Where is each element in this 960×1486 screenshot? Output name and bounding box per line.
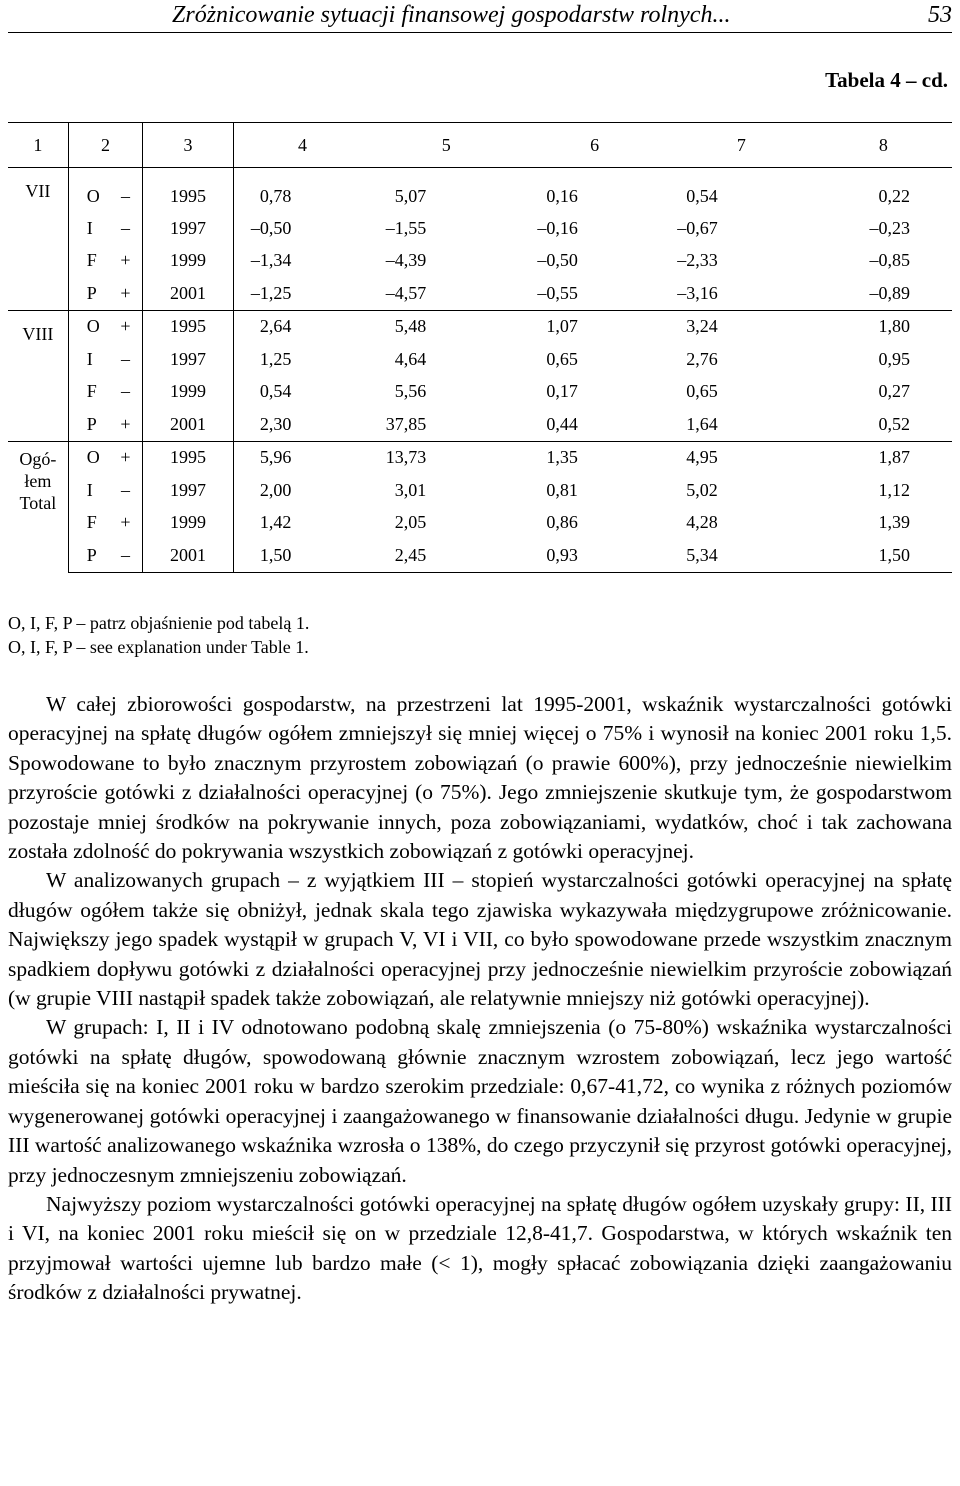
row-year: 1999: [143, 245, 233, 278]
group-label: VII: [8, 168, 68, 311]
col-number: 6: [521, 123, 668, 168]
value-cell: 0,27: [878, 381, 910, 402]
row-sign: –: [109, 168, 143, 213]
row-year: 1999: [143, 507, 233, 540]
value-cell: 3,01: [394, 479, 427, 500]
value-cell: 1,39: [878, 512, 910, 533]
col-number: 2: [68, 123, 143, 168]
value-cell: 1,80: [815, 310, 952, 343]
table-row: [8, 507, 952, 540]
group-label: VIII: [8, 310, 68, 441]
value-cell: 0,22: [878, 185, 910, 206]
table-note: O, I, F, P – see explanation under Table 1.: [8, 637, 309, 657]
value-cell: 3,24: [668, 310, 815, 343]
value-cell: –2,33: [677, 250, 718, 271]
table-row: [8, 277, 952, 310]
value-cell: 0,52: [878, 413, 910, 434]
col-number: 4: [233, 123, 371, 168]
value-cell: –4,57: [385, 282, 427, 303]
paragraph: W analizowanych grupach – z wyjątkiem III – stopień wystarczalności gotówki operacyjnej na spłatę długów ogółem także się obniżył, jednak skala tego zjawiska wykazywała międzygrupowe zróżnicowanie. Największy jego spadek wystąpił w grupach V, VI i VII, co było spowodowane przede wszystkim znacznym spadkiem dopływu gotówki z działalności operacyjnej przy jednocześnie niewielkim przyroście zobowiązań (w grupie VIII nastąpił spadek także zobowiązań, ale relatywnie mniejszy niż gotówki operacyjnej).: [8, 868, 952, 1011]
value-cell: –0,55: [537, 282, 578, 303]
running-title: Zróżnicowanie sytuacji finansowej gospodarstw rolnych...: [172, 2, 731, 28]
value-cell: –0,23: [869, 217, 910, 238]
table-row: [8, 245, 952, 278]
value-cell: 5,07: [394, 185, 427, 206]
row-sign: –: [109, 474, 143, 507]
row-code: P: [86, 282, 97, 303]
row-sign: +: [109, 507, 143, 540]
value-cell: 0,54: [686, 185, 718, 206]
value-cell: –0,50: [537, 250, 578, 271]
col-number: 5: [371, 123, 521, 168]
value-cell: –3,16: [677, 282, 718, 303]
value-cell: 2,76: [686, 348, 718, 369]
header-rule: [8, 32, 952, 33]
value-cell: –0,16: [537, 217, 578, 238]
row-year: 1997: [143, 474, 233, 507]
value-cell: 1,42: [259, 512, 292, 533]
value-cell: 13,73: [371, 441, 521, 474]
table-row: [8, 168, 952, 213]
row-code: O: [68, 310, 108, 343]
value-cell: 5,48: [371, 310, 521, 343]
paragraph: Najwyższy poziom wystarczalności gotówki operacyjnej na spłatę długów ogółem uzyskały grupy: II, III i VI, na koniec 2001 roku mieścił się on w przedziale 12,8-41,7. Gospodarstwa, w których wskaźnik ten przyjmował wartości ujemne lub bardzo małe (< 1), mogły spłacać zobowiązania dzięki zaangażowaniu środków z działalności prywatnej.: [8, 1191, 952, 1305]
value-cell: 1,87: [815, 441, 952, 474]
value-cell: 5,56: [394, 381, 427, 402]
table-row: [8, 441, 952, 474]
value-cell: 2,30: [259, 413, 292, 434]
row-year: 1995: [143, 310, 233, 343]
value-cell: 37,85: [385, 413, 427, 434]
group-label-line: Total: [19, 492, 57, 513]
row-year: 2001: [143, 277, 233, 310]
row-sign: –: [109, 212, 143, 245]
row-sign: +: [109, 441, 143, 474]
table-note: O, I, F, P – patrz objaśnienie pod tabelą 1.: [8, 613, 310, 633]
row-year: 1995: [143, 168, 233, 213]
running-header: [8, 0, 952, 30]
row-code: O: [68, 441, 108, 474]
table-row: [8, 310, 952, 343]
row-year: 2001: [143, 408, 233, 441]
row-sign: +: [109, 277, 143, 310]
row-code: P: [86, 413, 97, 434]
col-number: 8: [815, 123, 952, 168]
value-cell: –1,34: [250, 250, 292, 271]
value-cell: 0,81: [546, 479, 578, 500]
value-cell: –0,50: [250, 217, 292, 238]
row-sign: –: [109, 539, 143, 572]
table-row: [8, 212, 952, 245]
value-cell: 0,78: [259, 185, 292, 206]
value-cell: –4,39: [385, 250, 427, 271]
row-year: 1997: [143, 343, 233, 376]
row-year: 1997: [143, 212, 233, 245]
value-cell: 5,34: [668, 539, 815, 572]
row-code: F: [86, 250, 97, 271]
value-cell: 4,64: [394, 348, 427, 369]
group-label: [8, 441, 68, 572]
table-row: [8, 343, 952, 376]
table-row: [8, 474, 952, 507]
value-cell: 1,50: [233, 539, 371, 572]
row-year: 2001: [143, 539, 233, 572]
row-year: 1999: [143, 376, 233, 409]
value-cell: 0,93: [521, 539, 668, 572]
col-number: 7: [668, 123, 815, 168]
value-cell: 0,65: [546, 348, 578, 369]
column-number-row: [8, 123, 952, 168]
body-text: [8, 690, 952, 1308]
value-cell: –0,89: [869, 282, 910, 303]
row-year: 1995: [143, 441, 233, 474]
value-cell: 5,02: [686, 479, 718, 500]
page-number: 53: [928, 2, 952, 28]
value-cell: 4,28: [686, 512, 718, 533]
paragraph: W grupach: I, II i IV odnotowano podobną skalę zmniejszenia (o 75-80%) wskaźnika wystarczalności gotówki na spłatę długów, spowodowaną głównie znacznym wzrostem zobowiązań, lecz jego wartość mieściła się na koniec 2001 roku w bardzo szerokim przedziale: 0,67-41,72, co wynika z różnych poziomów wygenerowanej gotówki operacyjnej i zaangażowanego w finansowanie działalności długu. Jedynie w grupie III wartość analizowanego wskaźnika wzrosła o 138%, do czego przyczynił się przyrost gotówki operacyjnej, przy jednoczesnym zmniejszeniu zobowiązań.: [8, 1015, 952, 1187]
value-cell: 0,54: [259, 381, 292, 402]
row-sign: +: [109, 408, 143, 441]
value-cell: 0,86: [546, 512, 578, 533]
table-row: [8, 539, 952, 572]
value-cell: –1,25: [250, 282, 292, 303]
table-body: [8, 168, 952, 573]
value-cell: 0,65: [686, 381, 718, 402]
value-cell: 0,17: [546, 381, 578, 402]
value-cell: 2,05: [394, 512, 427, 533]
row-code: O: [86, 185, 100, 206]
value-cell: 2,45: [371, 539, 521, 572]
group-label-line: łem: [24, 470, 52, 491]
table-notes: [8, 611, 309, 659]
value-cell: 1,07: [521, 310, 668, 343]
row-sign: +: [109, 310, 143, 343]
value-cell: 2,64: [233, 310, 371, 343]
value-cell: 1,12: [878, 479, 910, 500]
row-sign: –: [109, 376, 143, 409]
value-cell: 0,44: [546, 413, 578, 434]
row-code: I: [86, 479, 93, 500]
value-cell: –1,55: [385, 217, 427, 238]
value-cell: 4,95: [668, 441, 815, 474]
row-sign: –: [109, 343, 143, 376]
row-code: I: [86, 217, 93, 238]
paragraph: W całej zbiorowości gospodarstw, na przestrzeni lat 1995-2001, wskaźnik wystarczalności gotówki operacyjnej na spłatę długów ogółem zmniejszył się mniej więcej o 75% i wynosił na koniec 2001 roku 1,5. Spowodowane to było znacznym przyrostem zobowiązań (o prawie 600%), przy jednocześnie niewielkim przyroście gotówki z działalności operacyjnej (o 75%). Jego zmniejszenie skutkuje tym, że gospodarstwom pozostaje mniej środków na pokrywanie innych, poza zobowiązaniami, wydatków, choć i tak zachowana została zdolność do pokrywania wszystkich zobowiązań z gotówki operacyjnej.: [8, 692, 952, 864]
table-caption: Tabela 4 – cd.: [825, 68, 948, 92]
row-code: F: [86, 381, 97, 402]
col-number: 3: [143, 123, 233, 168]
value-cell: 1,35: [521, 441, 668, 474]
value-cell: 0,95: [878, 348, 910, 369]
col-number: 1: [8, 123, 68, 168]
row-code: F: [86, 512, 97, 533]
value-cell: 2,00: [259, 479, 292, 500]
value-cell: –0,67: [677, 217, 718, 238]
table-row: [8, 376, 952, 409]
value-cell: 1,25: [259, 348, 292, 369]
row-code: I: [86, 348, 93, 369]
table-row: [8, 408, 952, 441]
value-cell: 0,16: [546, 185, 578, 206]
value-cell: 1,50: [815, 539, 952, 572]
row-code: P: [68, 539, 108, 572]
value-cell: 5,96: [233, 441, 371, 474]
value-cell: 1,64: [686, 413, 718, 434]
value-cell: –0,85: [869, 250, 910, 271]
group-label-line: Ogó-: [19, 448, 57, 469]
data-table: [8, 122, 952, 573]
row-sign: +: [109, 245, 143, 278]
